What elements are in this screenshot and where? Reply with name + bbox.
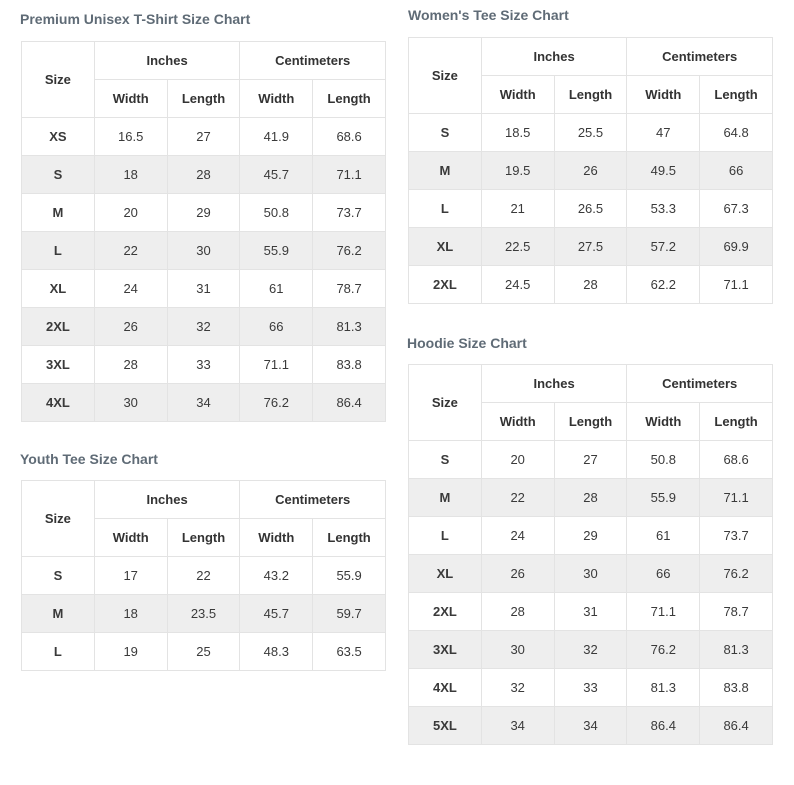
size-label: 2XL bbox=[409, 593, 482, 631]
measurement-cell: 33 bbox=[554, 669, 627, 707]
measurement-cell: 76.2 bbox=[700, 555, 773, 593]
size-label: M bbox=[22, 194, 95, 232]
measurement-cell: 26 bbox=[481, 555, 554, 593]
width-header: Width bbox=[627, 403, 700, 441]
measurement-cell: 29 bbox=[554, 517, 627, 555]
size-label: L bbox=[409, 190, 482, 228]
table-row bbox=[22, 384, 386, 422]
width-header: Width bbox=[94, 80, 167, 118]
measurement-cell: 76.2 bbox=[313, 232, 386, 270]
inches-header: Inches bbox=[94, 42, 240, 80]
measurement-cell: 24 bbox=[481, 517, 554, 555]
measurement-cell: 22 bbox=[481, 479, 554, 517]
measurement-cell: 27 bbox=[554, 441, 627, 479]
width-header: Width bbox=[94, 519, 167, 557]
measurement-cell: 19 bbox=[94, 633, 167, 671]
size-label: L bbox=[22, 633, 95, 671]
measurement-cell: 26 bbox=[94, 308, 167, 346]
length-header: Length bbox=[167, 519, 240, 557]
measurement-cell: 45.7 bbox=[240, 156, 313, 194]
size-label: 2XL bbox=[409, 266, 482, 304]
size-header: Size bbox=[409, 365, 482, 441]
measurement-cell: 83.8 bbox=[700, 669, 773, 707]
table-row bbox=[22, 232, 386, 270]
width-header: Width bbox=[481, 76, 554, 114]
measurement-cell: 31 bbox=[167, 270, 240, 308]
table-row bbox=[409, 669, 773, 707]
measurement-cell: 18.5 bbox=[481, 114, 554, 152]
measurement-cell: 71.1 bbox=[700, 479, 773, 517]
chart-title: Women's Tee Size Chart bbox=[408, 7, 569, 23]
measurement-cell: 50.8 bbox=[627, 441, 700, 479]
measurement-cell: 16.5 bbox=[94, 118, 167, 156]
table-row bbox=[22, 270, 386, 308]
size-label: L bbox=[409, 517, 482, 555]
measurement-cell: 18 bbox=[94, 595, 167, 633]
measurement-cell: 34 bbox=[167, 384, 240, 422]
measurement-cell: 28 bbox=[554, 266, 627, 304]
measurement-cell: 86.4 bbox=[700, 707, 773, 745]
length-header: Length bbox=[313, 80, 386, 118]
table-row bbox=[22, 557, 386, 595]
measurement-cell: 81.3 bbox=[700, 631, 773, 669]
table-row bbox=[409, 517, 773, 555]
measurement-cell: 76.2 bbox=[240, 384, 313, 422]
measurement-cell: 73.7 bbox=[700, 517, 773, 555]
length-header: Length bbox=[700, 76, 773, 114]
chart-title: Youth Tee Size Chart bbox=[20, 451, 158, 467]
measurement-cell: 81.3 bbox=[627, 669, 700, 707]
table-row bbox=[409, 266, 773, 304]
size-label: S bbox=[409, 441, 482, 479]
size-label: M bbox=[409, 479, 482, 517]
measurement-cell: 71.1 bbox=[700, 266, 773, 304]
measurement-cell: 27.5 bbox=[554, 228, 627, 266]
measurement-cell: 78.7 bbox=[700, 593, 773, 631]
table-row bbox=[409, 190, 773, 228]
width-header: Width bbox=[481, 403, 554, 441]
size-label: XL bbox=[22, 270, 95, 308]
measurement-cell: 26 bbox=[554, 152, 627, 190]
table-row bbox=[22, 118, 386, 156]
measurement-cell: 55.9 bbox=[240, 232, 313, 270]
inches-header: Inches bbox=[481, 38, 627, 76]
header-row bbox=[22, 481, 386, 519]
table-row bbox=[409, 631, 773, 669]
measurement-cell: 43.2 bbox=[240, 557, 313, 595]
size-label: 4XL bbox=[22, 384, 95, 422]
measurement-cell: 34 bbox=[481, 707, 554, 745]
measurement-cell: 27 bbox=[167, 118, 240, 156]
size-label: M bbox=[409, 152, 482, 190]
size-label: XL bbox=[409, 228, 482, 266]
measurement-cell: 17 bbox=[94, 557, 167, 595]
size-label: XL bbox=[409, 555, 482, 593]
length-header: Length bbox=[554, 403, 627, 441]
measurement-cell: 48.3 bbox=[240, 633, 313, 671]
table-row bbox=[409, 593, 773, 631]
size-chart-table bbox=[21, 480, 386, 671]
measurement-cell: 28 bbox=[554, 479, 627, 517]
size-chart-table bbox=[408, 364, 773, 745]
width-header: Width bbox=[240, 519, 313, 557]
size-header: Size bbox=[22, 42, 95, 118]
measurement-cell: 66 bbox=[700, 152, 773, 190]
measurement-cell: 66 bbox=[240, 308, 313, 346]
table-row bbox=[22, 633, 386, 671]
table-row bbox=[409, 114, 773, 152]
table-row bbox=[409, 228, 773, 266]
measurement-cell: 49.5 bbox=[627, 152, 700, 190]
measurement-cell: 76.2 bbox=[627, 631, 700, 669]
measurement-cell: 78.7 bbox=[313, 270, 386, 308]
measurement-cell: 23.5 bbox=[167, 595, 240, 633]
measurement-cell: 86.4 bbox=[313, 384, 386, 422]
measurement-cell: 50.8 bbox=[240, 194, 313, 232]
centimeters-header: Centimeters bbox=[627, 365, 773, 403]
table-row bbox=[22, 595, 386, 633]
measurement-cell: 73.7 bbox=[313, 194, 386, 232]
measurement-cell: 59.7 bbox=[313, 595, 386, 633]
measurement-cell: 34 bbox=[554, 707, 627, 745]
centimeters-header: Centimeters bbox=[240, 481, 386, 519]
measurement-cell: 26.5 bbox=[554, 190, 627, 228]
table-row bbox=[22, 346, 386, 384]
measurement-cell: 63.5 bbox=[313, 633, 386, 671]
width-header: Width bbox=[240, 80, 313, 118]
measurement-cell: 71.1 bbox=[240, 346, 313, 384]
length-header: Length bbox=[554, 76, 627, 114]
table-row bbox=[409, 479, 773, 517]
measurement-cell: 68.6 bbox=[313, 118, 386, 156]
table-row bbox=[409, 555, 773, 593]
table-row bbox=[409, 441, 773, 479]
measurement-cell: 66 bbox=[627, 555, 700, 593]
measurement-cell: 22 bbox=[167, 557, 240, 595]
measurement-cell: 71.1 bbox=[627, 593, 700, 631]
header-row bbox=[22, 42, 386, 80]
measurement-cell: 33 bbox=[167, 346, 240, 384]
measurement-cell: 30 bbox=[94, 384, 167, 422]
size-label: 3XL bbox=[22, 346, 95, 384]
measurement-cell: 32 bbox=[554, 631, 627, 669]
measurement-cell: 28 bbox=[167, 156, 240, 194]
size-label: L bbox=[22, 232, 95, 270]
measurement-cell: 57.2 bbox=[627, 228, 700, 266]
centimeters-header: Centimeters bbox=[627, 38, 773, 76]
width-header: Width bbox=[627, 76, 700, 114]
measurement-cell: 20 bbox=[94, 194, 167, 232]
measurement-cell: 21 bbox=[481, 190, 554, 228]
inches-header: Inches bbox=[481, 365, 627, 403]
measurement-cell: 55.9 bbox=[627, 479, 700, 517]
measurement-cell: 32 bbox=[167, 308, 240, 346]
measurement-cell: 20 bbox=[481, 441, 554, 479]
measurement-cell: 86.4 bbox=[627, 707, 700, 745]
measurement-cell: 47 bbox=[627, 114, 700, 152]
table-row bbox=[409, 707, 773, 745]
measurement-cell: 29 bbox=[167, 194, 240, 232]
size-label: S bbox=[22, 156, 95, 194]
header-row bbox=[409, 38, 773, 76]
measurement-cell: 32 bbox=[481, 669, 554, 707]
size-label: 2XL bbox=[22, 308, 95, 346]
measurement-cell: 19.5 bbox=[481, 152, 554, 190]
measurement-cell: 25 bbox=[167, 633, 240, 671]
centimeters-header: Centimeters bbox=[240, 42, 386, 80]
measurement-cell: 81.3 bbox=[313, 308, 386, 346]
measurement-cell: 18 bbox=[94, 156, 167, 194]
length-header: Length bbox=[313, 519, 386, 557]
measurement-cell: 61 bbox=[627, 517, 700, 555]
measurement-cell: 64.8 bbox=[700, 114, 773, 152]
measurement-cell: 22.5 bbox=[481, 228, 554, 266]
measurement-cell: 41.9 bbox=[240, 118, 313, 156]
measurement-cell: 24 bbox=[94, 270, 167, 308]
size-label: XS bbox=[22, 118, 95, 156]
measurement-cell: 83.8 bbox=[313, 346, 386, 384]
table-row bbox=[409, 152, 773, 190]
size-label: M bbox=[22, 595, 95, 633]
chart-title: Hoodie Size Chart bbox=[407, 335, 527, 351]
measurement-cell: 30 bbox=[554, 555, 627, 593]
measurement-cell: 30 bbox=[167, 232, 240, 270]
measurement-cell: 45.7 bbox=[240, 595, 313, 633]
length-header: Length bbox=[700, 403, 773, 441]
size-label: 3XL bbox=[409, 631, 482, 669]
table-row bbox=[22, 156, 386, 194]
size-label: S bbox=[22, 557, 95, 595]
table-row bbox=[22, 194, 386, 232]
measurement-cell: 31 bbox=[554, 593, 627, 631]
measurement-cell: 25.5 bbox=[554, 114, 627, 152]
table-row bbox=[22, 308, 386, 346]
size-header: Size bbox=[22, 481, 95, 557]
size-chart-table bbox=[408, 37, 773, 304]
measurement-cell: 61 bbox=[240, 270, 313, 308]
measurement-cell: 30 bbox=[481, 631, 554, 669]
size-header: Size bbox=[409, 38, 482, 114]
size-label: 4XL bbox=[409, 669, 482, 707]
chart-title: Premium Unisex T-Shirt Size Chart bbox=[20, 11, 251, 27]
measurement-cell: 62.2 bbox=[627, 266, 700, 304]
measurement-cell: 24.5 bbox=[481, 266, 554, 304]
header-row bbox=[409, 365, 773, 403]
measurement-cell: 28 bbox=[94, 346, 167, 384]
length-header: Length bbox=[167, 80, 240, 118]
measurement-cell: 69.9 bbox=[700, 228, 773, 266]
measurement-cell: 67.3 bbox=[700, 190, 773, 228]
inches-header: Inches bbox=[94, 481, 240, 519]
measurement-cell: 55.9 bbox=[313, 557, 386, 595]
measurement-cell: 53.3 bbox=[627, 190, 700, 228]
size-label: 5XL bbox=[409, 707, 482, 745]
measurement-cell: 68.6 bbox=[700, 441, 773, 479]
size-label: S bbox=[409, 114, 482, 152]
size-chart-table bbox=[21, 41, 386, 422]
measurement-cell: 28 bbox=[481, 593, 554, 631]
measurement-cell: 71.1 bbox=[313, 156, 386, 194]
measurement-cell: 22 bbox=[94, 232, 167, 270]
